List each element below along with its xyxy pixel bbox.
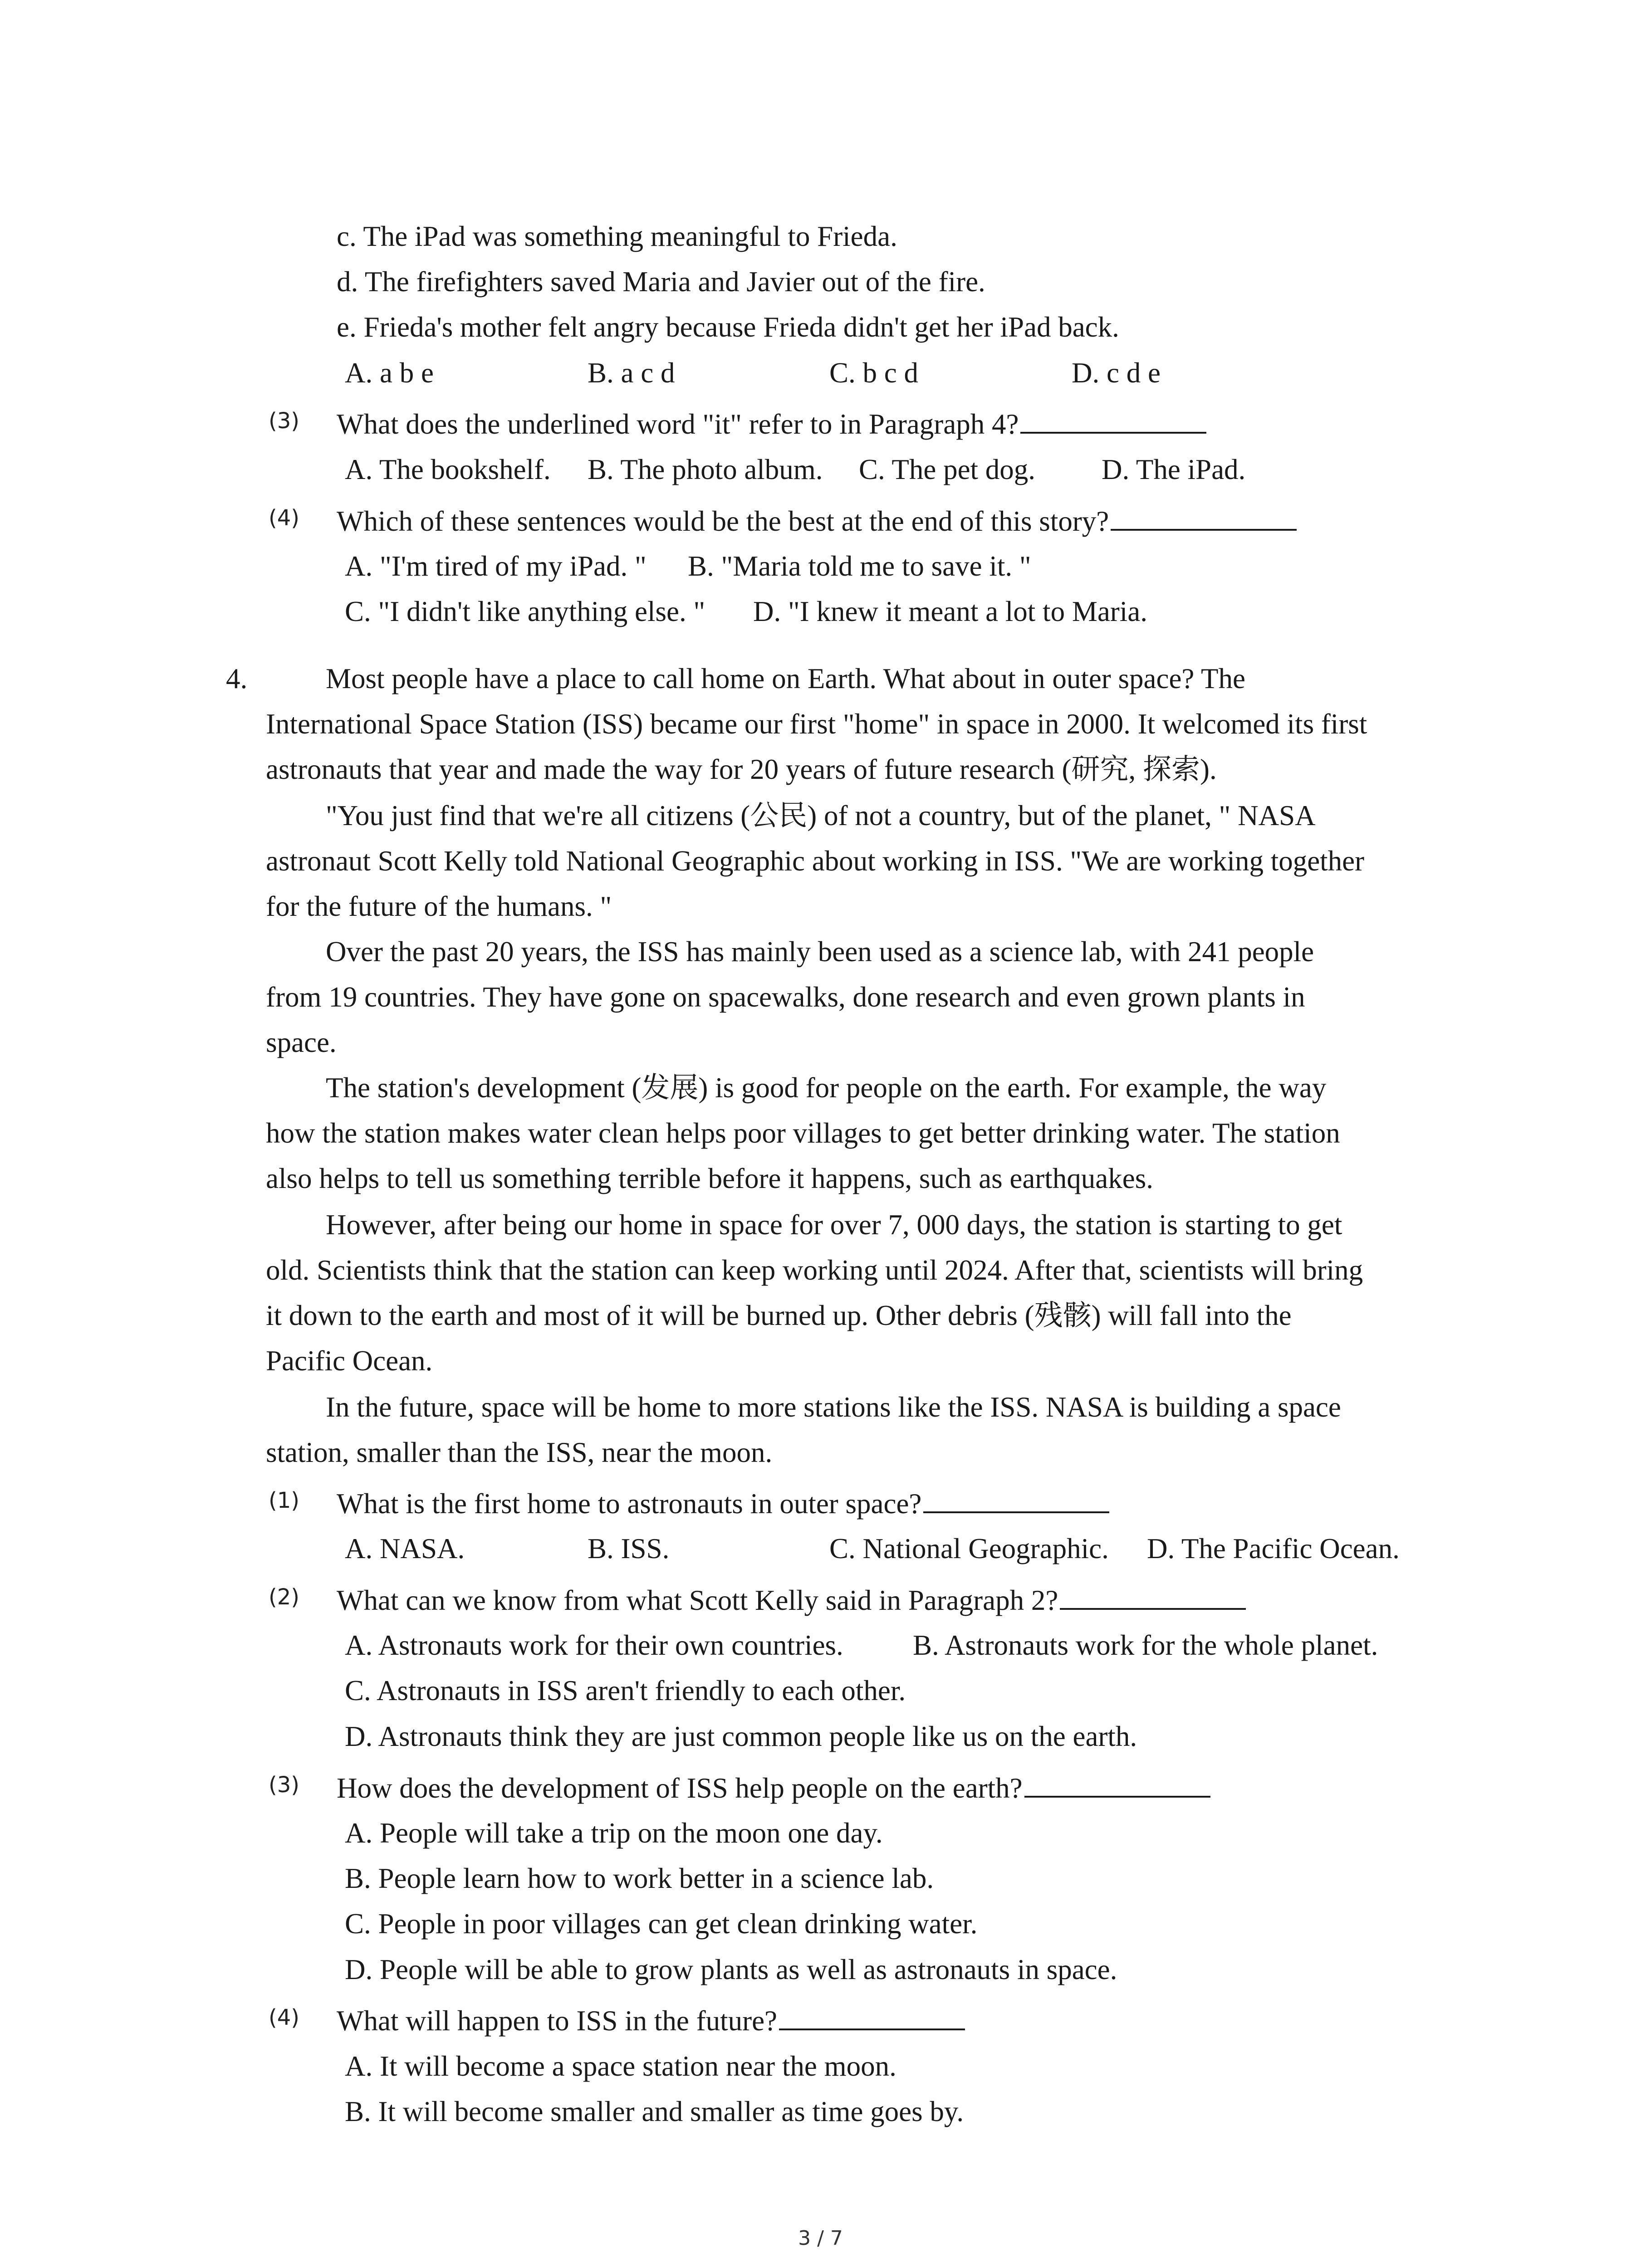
question-prompt: What does the underlined word "it" refer to in Paragraph 4? xyxy=(337,408,1019,440)
option-a: A. "I'm tired of my iPad. " xyxy=(345,550,647,582)
option-b: B. "Maria told me to save it. " xyxy=(688,550,1031,582)
passage-line: Pacific Ocean. xyxy=(266,1345,433,1377)
option-c: C. The pet dog. xyxy=(859,454,1036,485)
passage-line: space. xyxy=(266,1026,337,1058)
option-d: D. People will be able to grow plants as well as astronauts in space. xyxy=(345,1954,1117,1985)
option-d: D. Astronauts think they are just common people like us on the earth. xyxy=(345,1721,1137,1752)
question-prompt: How does the development of ISS help people on the earth? xyxy=(337,1772,1023,1804)
question-prompt: What will happen to ISS in the future? xyxy=(337,2005,778,2037)
option-a: A. The bookshelf. xyxy=(345,454,551,485)
answer-blank[interactable] xyxy=(923,1485,1109,1513)
answer-blank[interactable] xyxy=(779,2002,965,2030)
option-b: B. The photo album. xyxy=(588,454,823,485)
option-a: A. People will take a trip on the moon one day. xyxy=(345,1817,883,1849)
question-number: (3) xyxy=(269,1772,299,1798)
question-prompt: What is the first home to astronauts in outer space? xyxy=(337,1488,922,1520)
option-c: C. People in poor villages can get clean drinking water. xyxy=(345,1908,978,1940)
option-c: C. National Geographic. xyxy=(829,1533,1109,1564)
option-b: B. Astronauts work for the whole planet. xyxy=(913,1629,1378,1661)
option-d: D. c d e xyxy=(1072,357,1161,389)
question-text xyxy=(337,1769,1210,1806)
passage-line: "You just find that we're all citizens (公民) of not a country, but of the planet, " NASA xyxy=(326,800,1316,831)
answer-blank[interactable] xyxy=(1024,1769,1210,1798)
option-d: D. "I knew it meant a lot to Maria. xyxy=(753,596,1147,627)
option-c: C. b c d xyxy=(829,357,918,389)
question-prompt: Which of these sentences would be the best at the end of this story? xyxy=(337,505,1109,537)
question-text xyxy=(337,406,1206,442)
passage-line: astronaut Scott Kelly told National Geographic about working in ISS. "We are working together xyxy=(266,845,1365,877)
passage-line: Over the past 20 years, the ISS has mainly been used as a science lab, with 241 people xyxy=(326,936,1314,968)
statement-c: c. The iPad was something meaningful to Frieda. xyxy=(337,220,897,252)
option-a: A. It will become a space station near the moon. xyxy=(345,2050,896,2082)
option-b: B. ISS. xyxy=(588,1533,670,1564)
passage-line: Most people have a place to call home on Earth. What about in outer space? The xyxy=(326,663,1245,694)
option-a: A. NASA. xyxy=(345,1533,465,1564)
passage-line: The station's development (发展) is good for people on the earth. For example, the way xyxy=(326,1072,1327,1104)
passage-line: from 19 countries. They have gone on spacewalks, done research and even grown plants in xyxy=(266,981,1305,1013)
page-number: 3 / 7 xyxy=(798,2227,843,2250)
question-text xyxy=(337,503,1297,539)
statement-e: e. Frieda's mother felt angry because Frieda didn't get her iPad back. xyxy=(337,311,1119,343)
question-number: (4) xyxy=(269,2005,299,2030)
question-number: (2) xyxy=(269,1584,299,1610)
option-d: D. The iPad. xyxy=(1102,454,1246,485)
passage-line: In the future, space will be home to more stations like the ISS. NASA is building a space xyxy=(326,1391,1341,1423)
question-number: (1) xyxy=(269,1488,299,1513)
question-text xyxy=(337,1485,1109,1522)
option-c: C. Astronauts in ISS aren't friendly to each other. xyxy=(345,1675,906,1706)
answer-blank[interactable] xyxy=(1020,406,1206,434)
passage-line: old. Scientists think that the station can keep working until 2024. After that, scientists will bring xyxy=(266,1254,1363,1286)
option-c: C. "I didn't like anything else. " xyxy=(345,596,705,627)
passage-line: how the station makes water clean helps poor villages to get better drinking water. The station xyxy=(266,1117,1340,1149)
question-prompt: What can we know from what Scott Kelly said in Paragraph 2? xyxy=(337,1584,1058,1616)
question-number: (4) xyxy=(269,505,299,531)
question-text xyxy=(337,1582,1246,1618)
question-number-4: 4. xyxy=(226,663,248,694)
option-a: A. Astronauts work for their own countries. xyxy=(345,1629,843,1661)
passage-line: also helps to tell us something terrible before it happens, such as earthquakes. xyxy=(266,1163,1153,1194)
passage-line: International Space Station (ISS) became our first "home" in space in 2000. It welcomed its first xyxy=(266,708,1367,740)
passage-line: astronauts that year and made the way for 20 years of future research (研究, 探索). xyxy=(266,753,1217,785)
answer-blank[interactable] xyxy=(1060,1582,1246,1610)
option-b: B. It will become smaller and smaller as time goes by. xyxy=(345,2096,964,2127)
passage-line: station, smaller than the ISS, near the moon. xyxy=(266,1437,773,1468)
question-text xyxy=(337,2002,965,2039)
option-d: D. The Pacific Ocean. xyxy=(1147,1533,1400,1564)
statement-d: d. The firefighters saved Maria and Javier out of the fire. xyxy=(337,266,985,298)
option-b: B. People learn how to work better in a science lab. xyxy=(345,1862,934,1894)
passage-line: for the future of the humans. " xyxy=(266,890,612,922)
passage-line: However, after being our home in space for over 7, 000 days, the station is starting to get xyxy=(326,1209,1342,1241)
option-b: B. a c d xyxy=(588,357,675,389)
answer-blank[interactable] xyxy=(1111,503,1297,531)
question-number: (3) xyxy=(269,408,299,434)
option-a: A. a b e xyxy=(345,357,434,389)
passage-line: it down to the earth and most of it will be burned up. Other debris (残骸) will fall into the xyxy=(266,1300,1292,1331)
